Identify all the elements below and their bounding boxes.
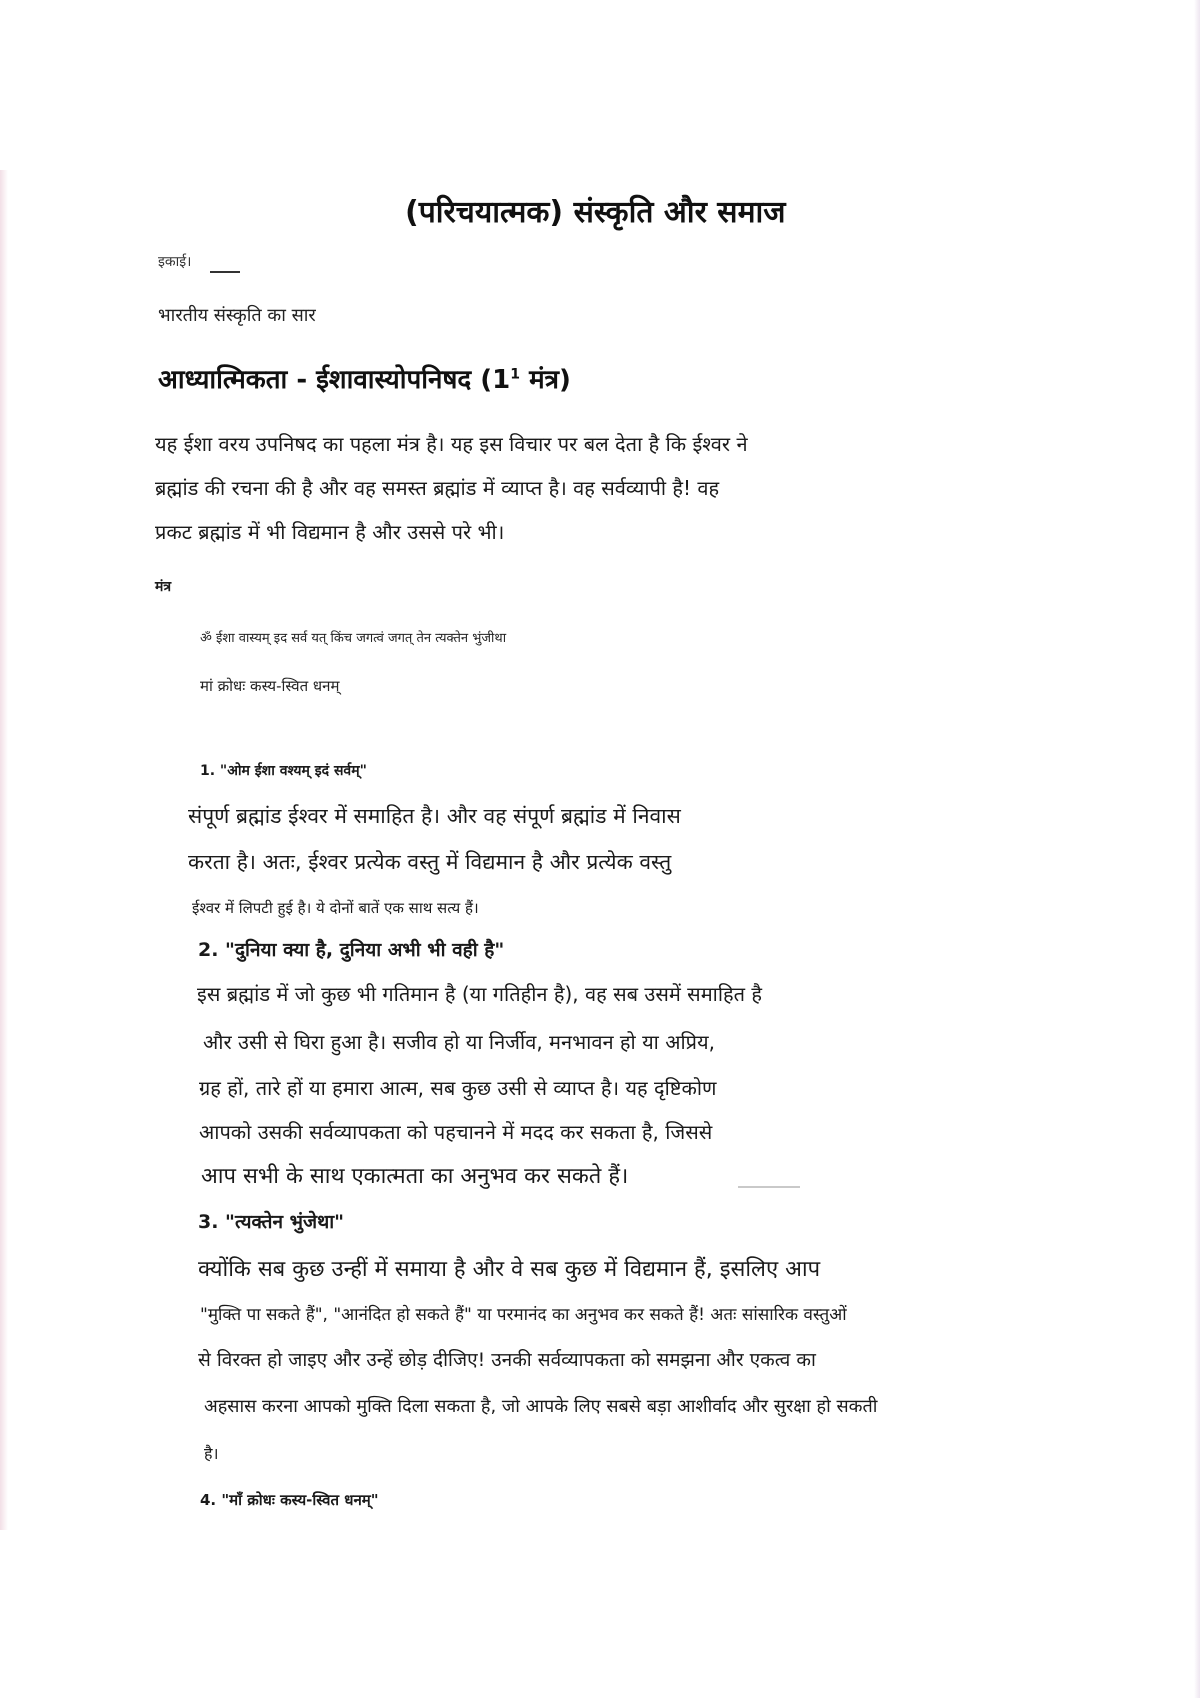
section-2-line: और उसी से घिरा हुआ है। सजीव हो या निर्जीव, मनभावन हो या अप्रिय, (203, 1030, 716, 1054)
section-2-line: इस ब्रह्मांड में जो कुछ भी गतिमान है (या गतिहीन है), वह सब उसमें समाहित है (197, 982, 763, 1006)
section-2-heading: 2. "दुनिया क्या है, दुनिया अभी भी वही है" (198, 939, 505, 961)
section-2-line: ग्रह हों, तारे हों या हमारा आत्म, सब कुछ उसी से व्याप्त है। यह दृष्टिकोण (199, 1076, 717, 1100)
intro-line: ब्रह्मांड की रचना की है और वह समस्त ब्रह्मांड में व्याप्त है। वह सर्वव्यापी है! वह (155, 476, 720, 500)
intro-line: यह ईशा वरय उपनिषद का पहला मंत्र है। यह इस विचार पर बल देता है कि ईश्वर ने (155, 432, 748, 456)
scan-edge-right (1194, 0, 1200, 1698)
section-3-line: अहसास करना आपको मुक्ति दिला सकता है, जो आपके लिए सबसे बड़ा आशीर्वाद और सुरक्षा हो सकती (204, 1396, 878, 1417)
subject-title: भारतीय संस्कृति का सार (158, 305, 316, 326)
section-heading (158, 360, 571, 396)
section-3-line: है। (204, 1444, 219, 1463)
heading-superscript: 1 (510, 366, 521, 383)
scan-edge-left (0, 170, 8, 1530)
section-1-heading: 1. "ओम ईशा वश्यम् इदं सर्वम्" (200, 763, 367, 779)
heading-text-end: मंत्र) (520, 365, 571, 395)
unit-label: इकाई। (158, 254, 192, 270)
mantra-label: मंत्र (155, 579, 172, 595)
section-2-line: आपको उसकी सर्वव्यापकता को पहचानने में मदद कर सकता है, जिससे (199, 1120, 713, 1144)
section-3-line: "मुक्ति पा सकते हैं", "आनंदित हो सकते हैं" या परमानंद का अनुभव कर सकते हैं! अतः सांसारिक वस्तुओं (200, 1305, 847, 1325)
heading-text: आध्यात्मिकता - ईशावास्योपनिषद (1 (158, 365, 511, 395)
section-3-heading: 3. "त्यक्तेन भुंजेथा" (198, 1211, 345, 1233)
mantra-line: मां क्रोधः कस्य-स्वित धनम् (200, 677, 340, 695)
section-3-line: क्योंकि सब कुछ उन्हीं में समाया है और वे सब कुछ में विद्यमान हैं, इसलिए आप (198, 1257, 821, 1282)
faint-scan-mark (738, 1186, 800, 1188)
unit-underline (210, 271, 240, 273)
section-1-line: संपूर्ण ब्रह्मांड ईश्वर में समाहित है। और वह संपूर्ण ब्रह्मांड में निवास (188, 804, 681, 828)
intro-line: प्रकट ब्रह्मांड में भी विद्यमान है और उससे परे भी। (155, 520, 505, 544)
section-2-line: आप सभी के साथ एकात्मता का अनुभव कर सकते हैं। (201, 1164, 629, 1189)
section-4-heading: 4. "माँ क्रोधः कस्य-स्वित धनम्" (200, 1491, 379, 1509)
section-3-line: से विरक्त हो जाइए और उन्हें छोड़ दीजिए! उनकी सर्वव्यापकता को समझना और एकत्व का (198, 1349, 816, 1371)
section-1-line: करता है। अतः, ईश्वर प्रत्येक वस्तु में विद्यमान है और प्रत्येक वस्तु (188, 850, 672, 874)
mantra-line: ॐ ईशा वास्यम् इद सर्व यत् किंच जगत्वं जगत् तेन त्यक्तेन भुंजीथा (200, 631, 507, 646)
section-1-line: ईश्वर में लिपटी हुई है। ये दोनों बातें एक साथ सत्य हैं। (192, 899, 479, 917)
page-title: (परिचयात्मक) संस्कृति और समाज (405, 195, 786, 230)
